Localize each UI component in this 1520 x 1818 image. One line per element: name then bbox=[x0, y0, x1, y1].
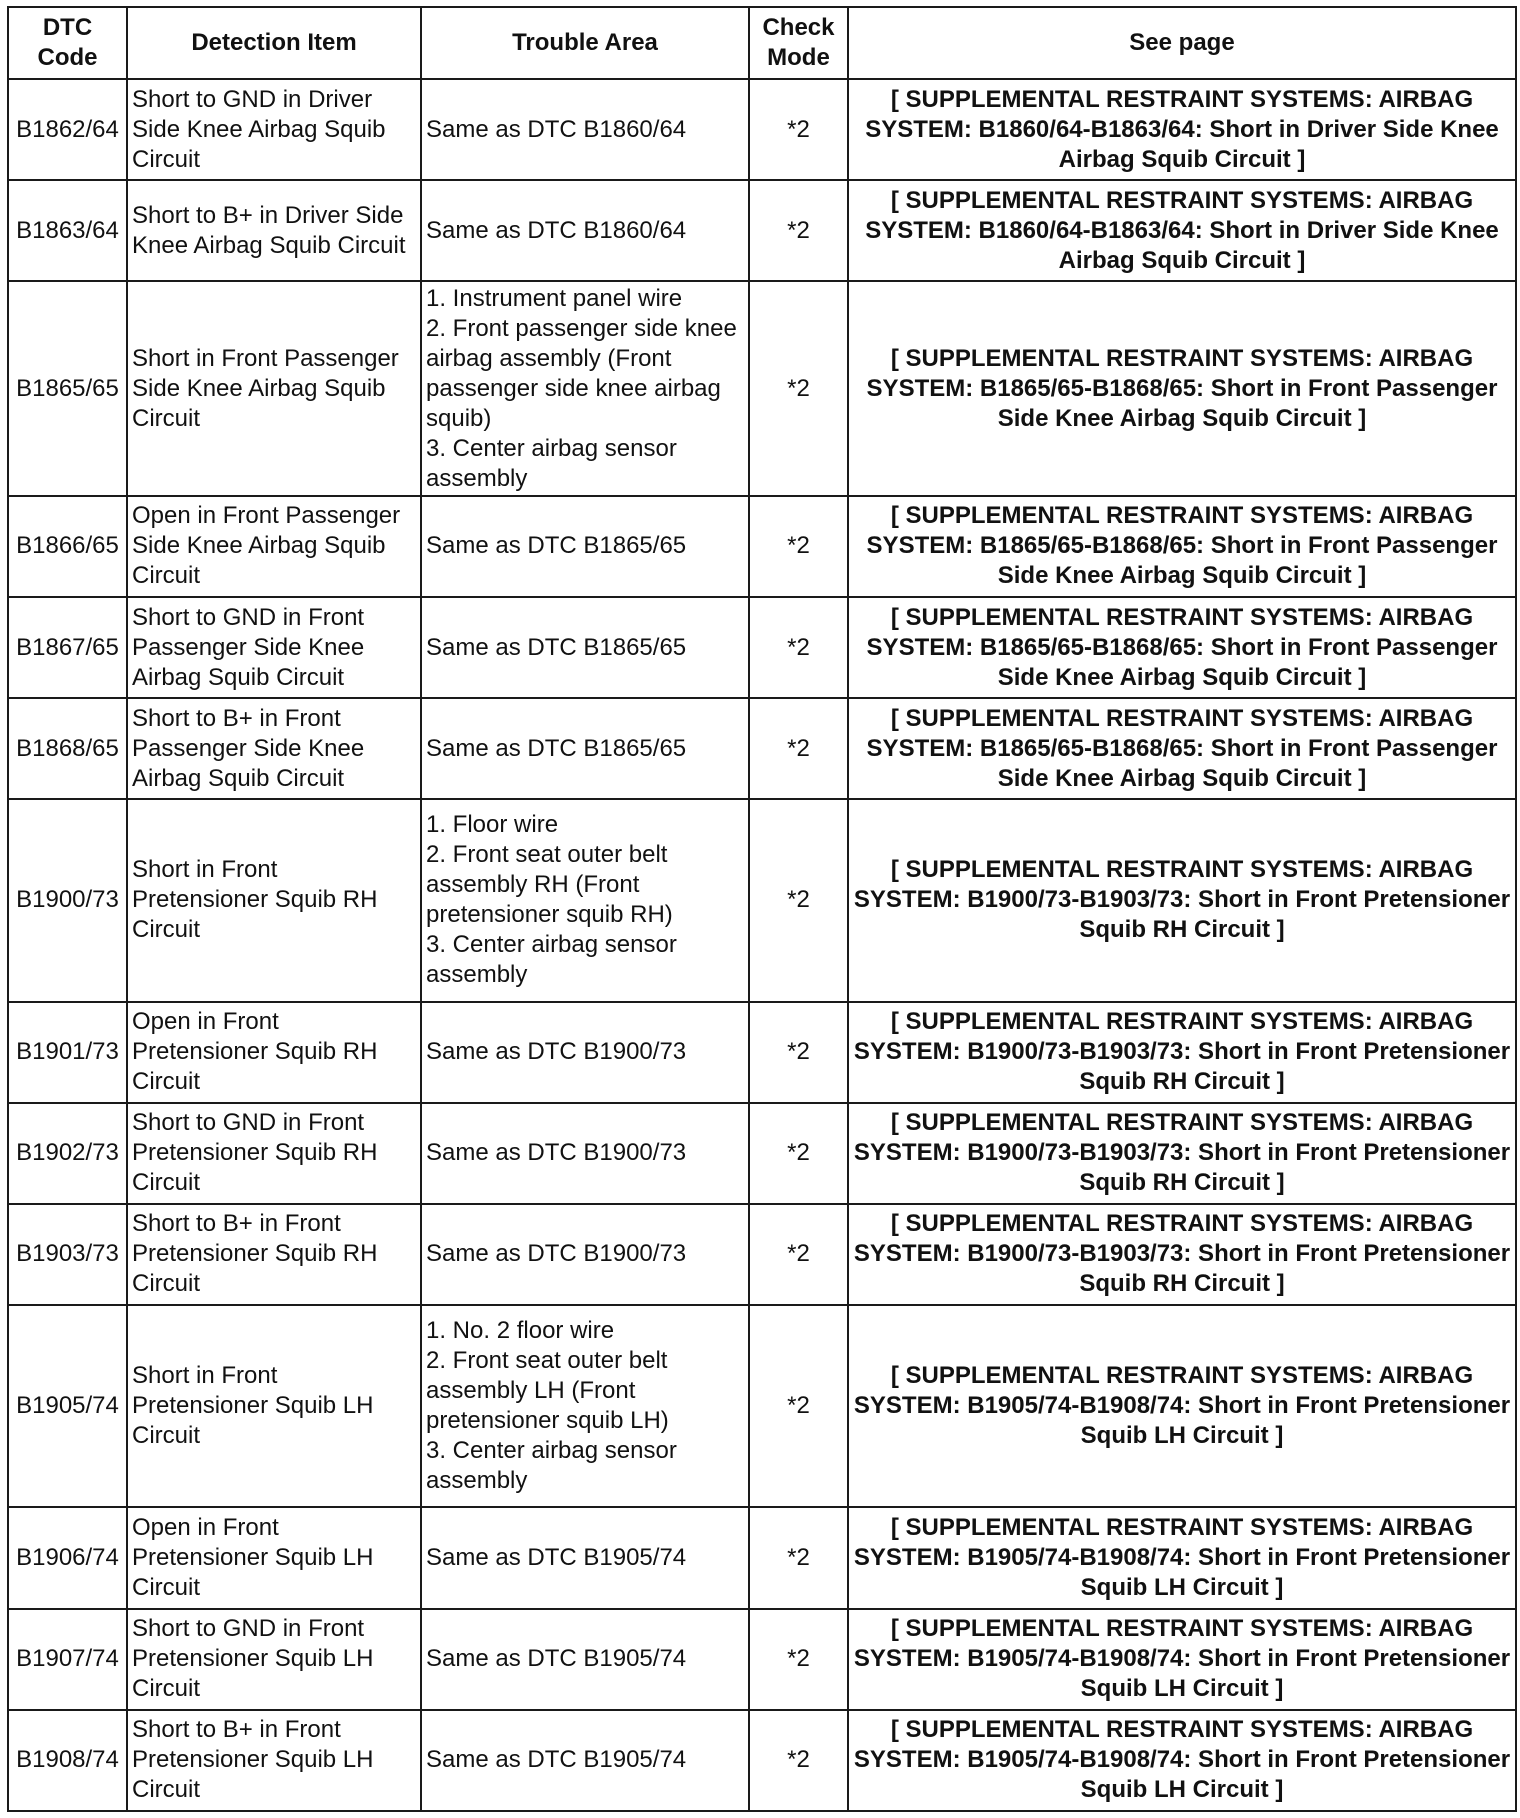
trouble-area-line: 1. Instrument panel wire bbox=[426, 284, 683, 312]
dtc-code-cell: B1906/74 bbox=[8, 1507, 127, 1608]
detection-item-cell: Open in Front Pretensioner Squib LH Circuit bbox=[127, 1507, 421, 1608]
table-row bbox=[8, 1103, 1516, 1204]
trouble-area-cell bbox=[421, 1305, 749, 1507]
see-page-link[interactable]: [ SUPPLEMENTAL RESTRAINT SYSTEMS: AIRBAG SYSTEM: B1905/74-B1908/74: Short in Front Pretensioner Squib LH Circuit ] bbox=[848, 1507, 1516, 1608]
see-page-link[interactable]: [ SUPPLEMENTAL RESTRAINT SYSTEMS: AIRBAG SYSTEM: B1900/73-B1903/73: Short in Front Pretensioner Squib RH Circuit ] bbox=[848, 1103, 1516, 1204]
trouble-area-cell bbox=[421, 1609, 749, 1710]
trouble-area-line: 1. No. 2 floor wire bbox=[426, 1317, 615, 1345]
trouble-area-line: Same as DTC B1865/65 bbox=[426, 633, 687, 661]
trouble-area-cell bbox=[421, 1507, 749, 1608]
header-dtc-code: DTC Code bbox=[8, 7, 127, 79]
trouble-area-line: Same as DTC B1900/73 bbox=[426, 1139, 687, 1167]
trouble-area-line: Same as DTC B1860/64 bbox=[426, 115, 687, 143]
table-row bbox=[8, 698, 1516, 799]
detection-item-cell: Short to GND in Front Pretensioner Squib LH Circuit bbox=[127, 1609, 421, 1710]
see-page-link[interactable]: [ SUPPLEMENTAL RESTRAINT SYSTEMS: AIRBAG SYSTEM: B1900/73-B1903/73: Short in Front Pretensioner Squib RH Circuit ] bbox=[848, 1204, 1516, 1305]
detection-item-cell: Short to B+ in Front Pretensioner Squib LH Circuit bbox=[127, 1710, 421, 1811]
table-body bbox=[8, 79, 1516, 1811]
trouble-area-line: 3. Center airbag sensor assembly bbox=[426, 1437, 677, 1495]
table-row bbox=[8, 1204, 1516, 1305]
see-page-link[interactable]: [ SUPPLEMENTAL RESTRAINT SYSTEMS: AIRBAG SYSTEM: B1865/65-B1868/65: Short in Front Passenger Side Knee Airbag Squib Circuit ] bbox=[848, 496, 1516, 597]
header-detection-item: Detection Item bbox=[127, 7, 421, 79]
trouble-area-line: Same as DTC B1865/65 bbox=[426, 532, 687, 560]
table-row bbox=[8, 597, 1516, 698]
detection-item-cell: Short to GND in Front Passenger Side Knee Airbag Squib Circuit bbox=[127, 597, 421, 698]
detection-item-cell: Short in Front Pretensioner Squib LH Circuit bbox=[127, 1305, 421, 1507]
detection-item-cell: Open in Front Pretensioner Squib RH Circuit bbox=[127, 1002, 421, 1103]
trouble-area-cell bbox=[421, 799, 749, 1001]
table-row bbox=[8, 281, 1516, 495]
trouble-area-cell bbox=[421, 496, 749, 597]
detection-item-cell: Short to GND in Driver Side Knee Airbag Squib Circuit bbox=[127, 79, 421, 180]
trouble-area-line: 1. Floor wire bbox=[426, 811, 559, 839]
table-row bbox=[8, 496, 1516, 597]
check-mode-cell: *2 bbox=[749, 1103, 848, 1204]
header-see-page: See page bbox=[848, 7, 1516, 79]
see-page-link[interactable]: [ SUPPLEMENTAL RESTRAINT SYSTEMS: AIRBAG SYSTEM: B1900/73-B1903/73: Short in Front Pretensioner Squib RH Circuit ] bbox=[848, 799, 1516, 1001]
header-check-mode: Check Mode bbox=[749, 7, 848, 79]
table-row bbox=[8, 1710, 1516, 1811]
see-page-link[interactable]: [ SUPPLEMENTAL RESTRAINT SYSTEMS: AIRBAG SYSTEM: B1860/64-B1863/64: Short in Driver Side Knee Airbag Squib Circuit ] bbox=[848, 180, 1516, 281]
dtc-code-cell: B1905/74 bbox=[8, 1305, 127, 1507]
trouble-area-line: 3. Center airbag sensor assembly bbox=[426, 434, 677, 492]
check-mode-cell: *2 bbox=[749, 799, 848, 1001]
dtc-code-cell: B1868/65 bbox=[8, 698, 127, 799]
see-page-link[interactable]: [ SUPPLEMENTAL RESTRAINT SYSTEMS: AIRBAG SYSTEM: B1905/74-B1908/74: Short in Front Pretensioner Squib LH Circuit ] bbox=[848, 1609, 1516, 1710]
detection-item-cell: Short to B+ in Front Pretensioner Squib RH Circuit bbox=[127, 1204, 421, 1305]
trouble-area-line: Same as DTC B1905/74 bbox=[426, 1543, 687, 1571]
trouble-area-line: Same as DTC B1900/73 bbox=[426, 1240, 687, 1268]
table-row bbox=[8, 1609, 1516, 1710]
table-row bbox=[8, 79, 1516, 180]
see-page-link[interactable]: [ SUPPLEMENTAL RESTRAINT SYSTEMS: AIRBAG SYSTEM: B1900/73-B1903/73: Short in Front Pretensioner Squib RH Circuit ] bbox=[848, 1002, 1516, 1103]
trouble-area-line: 2. Front seat outer belt assembly LH (Front pretensioner squib LH) bbox=[426, 1347, 669, 1435]
trouble-area-cell bbox=[421, 597, 749, 698]
dtc-code-cell: B1908/74 bbox=[8, 1710, 127, 1811]
dtc-code-cell: B1902/73 bbox=[8, 1103, 127, 1204]
trouble-area-line: 3. Center airbag sensor assembly bbox=[426, 931, 677, 989]
check-mode-cell: *2 bbox=[749, 1710, 848, 1811]
dtc-code-cell: B1901/73 bbox=[8, 1002, 127, 1103]
check-mode-cell: *2 bbox=[749, 1305, 848, 1507]
detection-item-cell: Short to B+ in Front Passenger Side Knee Airbag Squib Circuit bbox=[127, 698, 421, 799]
trouble-area-cell bbox=[421, 1204, 749, 1305]
check-mode-cell: *2 bbox=[749, 1507, 848, 1608]
trouble-area-cell bbox=[421, 79, 749, 180]
dtc-code-cell: B1866/65 bbox=[8, 496, 127, 597]
check-mode-cell: *2 bbox=[749, 597, 848, 698]
check-mode-cell: *2 bbox=[749, 698, 848, 799]
trouble-area-line: Same as DTC B1865/65 bbox=[426, 734, 687, 762]
trouble-area-line: 2. Front seat outer belt assembly RH (Front pretensioner squib RH) bbox=[426, 841, 673, 929]
trouble-area-line: Same as DTC B1860/64 bbox=[426, 216, 687, 244]
table-row bbox=[8, 1305, 1516, 1507]
detection-item-cell: Short in Front Passenger Side Knee Airbag Squib Circuit bbox=[127, 281, 421, 495]
dtc-code-cell: B1862/64 bbox=[8, 79, 127, 180]
trouble-area-cell bbox=[421, 698, 749, 799]
dtc-code-cell: B1867/65 bbox=[8, 597, 127, 698]
dtc-code-cell: B1865/65 bbox=[8, 281, 127, 495]
table-row bbox=[8, 799, 1516, 1001]
dtc-table bbox=[7, 6, 1517, 1812]
table-row bbox=[8, 1507, 1516, 1608]
detection-item-cell: Open in Front Passenger Side Knee Airbag Squib Circuit bbox=[127, 496, 421, 597]
trouble-area-cell bbox=[421, 1002, 749, 1103]
trouble-area-line: Same as DTC B1905/74 bbox=[426, 1746, 687, 1774]
check-mode-cell: *2 bbox=[749, 79, 848, 180]
detection-item-cell: Short to B+ in Driver Side Knee Airbag Squib Circuit bbox=[127, 180, 421, 281]
table-row bbox=[8, 1002, 1516, 1103]
header-trouble-area: Trouble Area bbox=[421, 7, 749, 79]
table-row bbox=[8, 180, 1516, 281]
check-mode-cell: *2 bbox=[749, 180, 848, 281]
see-page-link[interactable]: [ SUPPLEMENTAL RESTRAINT SYSTEMS: AIRBAG SYSTEM: B1905/74-B1908/74: Short in Front Pretensioner Squib LH Circuit ] bbox=[848, 1710, 1516, 1811]
see-page-link[interactable]: [ SUPPLEMENTAL RESTRAINT SYSTEMS: AIRBAG SYSTEM: B1905/74-B1908/74: Short in Front Pretensioner Squib LH Circuit ] bbox=[848, 1305, 1516, 1507]
trouble-area-line: Same as DTC B1900/73 bbox=[426, 1038, 687, 1066]
check-mode-cell: *2 bbox=[749, 1609, 848, 1710]
trouble-area-cell bbox=[421, 1103, 749, 1204]
see-page-link[interactable]: [ SUPPLEMENTAL RESTRAINT SYSTEMS: AIRBAG SYSTEM: B1865/65-B1868/65: Short in Front Passenger Side Knee Airbag Squib Circuit ] bbox=[848, 281, 1516, 495]
dtc-code-cell: B1903/73 bbox=[8, 1204, 127, 1305]
detection-item-cell: Short to GND in Front Pretensioner Squib RH Circuit bbox=[127, 1103, 421, 1204]
see-page-link[interactable]: [ SUPPLEMENTAL RESTRAINT SYSTEMS: AIRBAG SYSTEM: B1860/64-B1863/64: Short in Driver Side Knee Airbag Squib Circuit ] bbox=[848, 79, 1516, 180]
dtc-code-cell: B1863/64 bbox=[8, 180, 127, 281]
trouble-area-cell bbox=[421, 1710, 749, 1811]
see-page-link[interactable]: [ SUPPLEMENTAL RESTRAINT SYSTEMS: AIRBAG SYSTEM: B1865/65-B1868/65: Short in Front Passenger Side Knee Airbag Squib Circuit ] bbox=[848, 698, 1516, 799]
dtc-code-cell: B1907/74 bbox=[8, 1609, 127, 1710]
trouble-area-cell bbox=[421, 281, 749, 495]
detection-item-cell: Short in Front Pretensioner Squib RH Circuit bbox=[127, 799, 421, 1001]
trouble-area-cell bbox=[421, 180, 749, 281]
check-mode-cell: *2 bbox=[749, 496, 848, 597]
check-mode-cell: *2 bbox=[749, 281, 848, 495]
trouble-area-line: 2. Front passenger side knee airbag assembly (Front passenger side knee airbag squib) bbox=[426, 314, 737, 432]
see-page-link[interactable]: [ SUPPLEMENTAL RESTRAINT SYSTEMS: AIRBAG SYSTEM: B1865/65-B1868/65: Short in Front Passenger Side Knee Airbag Squib Circuit ] bbox=[848, 597, 1516, 698]
dtc-code-cell: B1900/73 bbox=[8, 799, 127, 1001]
check-mode-cell: *2 bbox=[749, 1204, 848, 1305]
check-mode-cell: *2 bbox=[749, 1002, 848, 1103]
table-header bbox=[8, 7, 1516, 79]
trouble-area-line: Same as DTC B1905/74 bbox=[426, 1645, 687, 1673]
